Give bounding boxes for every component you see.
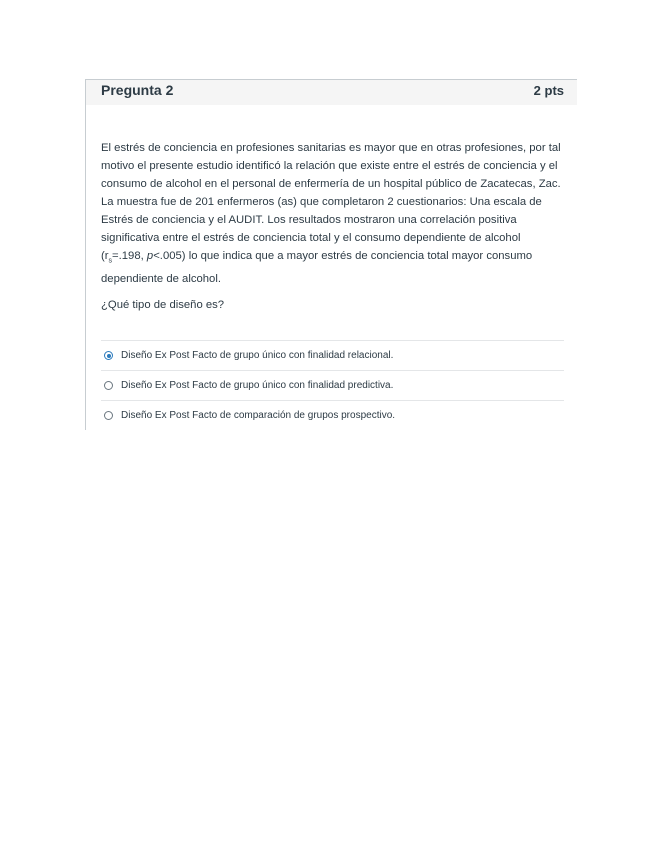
question-prompt: ¿Qué tipo de diseño es? xyxy=(101,299,225,312)
answer-option-2[interactable] xyxy=(101,370,564,400)
radio-button[interactable] xyxy=(104,411,113,420)
subscript-s: s xyxy=(108,257,113,265)
answer-option-3[interactable] xyxy=(101,400,564,430)
radio-button[interactable] xyxy=(104,381,113,390)
question-header xyxy=(86,79,577,105)
question-description xyxy=(101,139,566,288)
answer-list xyxy=(101,340,564,430)
question-title: Pregunta 2 xyxy=(101,82,174,98)
radio-button-selected[interactable] xyxy=(104,351,113,360)
description-part-3: <.005) lo que indica que a mayor estrés de conciencia total mayor consumo dependiente de alcohol. xyxy=(101,250,533,286)
description-part-1: El estrés de conciencia en profesiones sanitarias es mayor que en otras profesiones, por tal motivo el presente estudio identificó la relación que existe entre el estrés de conciencia y el consumo de alcohol en el personal de enfermería de un hospital público de Zacatecas, Zac. La muestra fue de 201 enfermeros (as) que completaron 2 cuestionarios: Una escala de Estrés de conciencia y el AUDIT. Los resultados mostraron una correlación positiva significativa entre el estrés de conciencia total y el consumo dependiente de alcohol (r xyxy=(101,142,561,262)
answer-label: Diseño Ex Post Facto de grupo único con finalidad predictiva. xyxy=(121,380,394,391)
question-card xyxy=(85,79,577,430)
answer-option-1[interactable] xyxy=(101,340,564,370)
answer-label: Diseño Ex Post Facto de comparación de grupos prospectivo. xyxy=(121,410,396,421)
p-symbol: p xyxy=(146,250,154,262)
question-text xyxy=(101,139,566,314)
question-points: 2 pts xyxy=(533,83,564,98)
description-part-2: =.198, xyxy=(112,250,147,262)
answer-label: Diseño Ex Post Facto de grupo único con finalidad relacional. xyxy=(121,350,394,361)
